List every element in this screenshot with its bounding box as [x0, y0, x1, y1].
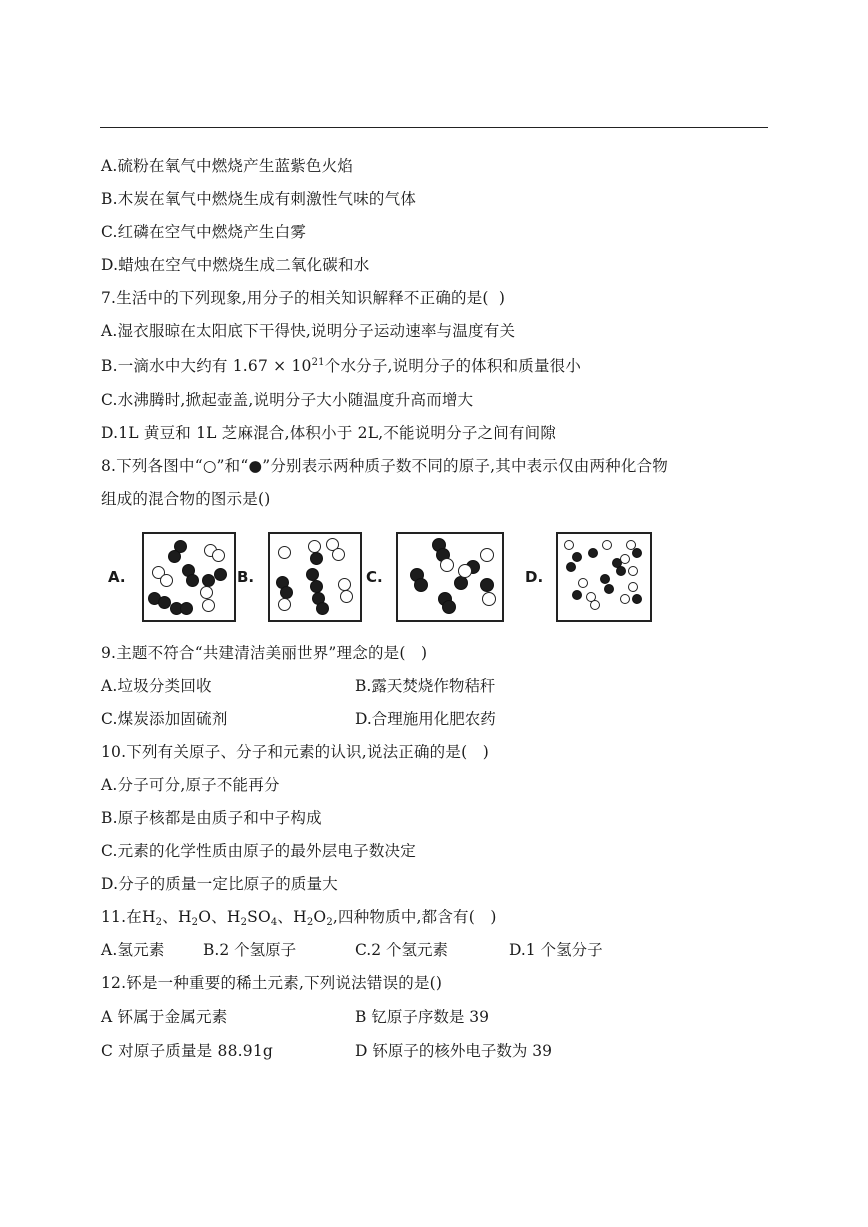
- black-atom: [616, 566, 626, 576]
- formula-h2o2: $H_2O_2$: [293, 908, 333, 928]
- fig-label-a: A.: [108, 568, 126, 586]
- white-atom: [628, 566, 638, 576]
- black-atom: [588, 548, 598, 558]
- black-atom: [202, 574, 215, 587]
- q12-stem: 12.钚是一种重要的稀土元素,下列说法错误的是(): [101, 974, 443, 992]
- q6-option-b: B.木炭在氧气中燃烧生成有刺激性气味的气体: [101, 190, 417, 208]
- white-atom: [620, 554, 630, 564]
- white-atom: [578, 578, 588, 588]
- white-atom: [602, 540, 612, 550]
- q12-option-a: A 钚属于金属元素: [101, 1008, 228, 1026]
- q12-option-c: C 对原子质量是 88.91g: [101, 1042, 274, 1060]
- black-atom: [442, 600, 456, 614]
- black-atom: [604, 584, 614, 594]
- black-atom: [316, 602, 329, 615]
- figure-b: [268, 532, 362, 622]
- formula-h2o: $H_2O$: [177, 908, 212, 928]
- white-atom: [200, 586, 213, 599]
- black-atom: [310, 552, 323, 565]
- white-atom: [628, 582, 638, 592]
- white-atom: [160, 574, 173, 587]
- q11-stem-prefix: 11.在: [101, 908, 142, 926]
- white-atom: [620, 594, 630, 604]
- q7-b-suffix: 个水分子,说明分子的体积和质量很小: [324, 357, 582, 375]
- black-atom: [572, 552, 582, 562]
- black-atom: [480, 578, 494, 592]
- q7-option-c: C.水沸腾时,掀起壶盖,说明分子大小随温度升高而增大: [101, 391, 474, 409]
- white-atom: [338, 578, 351, 591]
- white-atom: [480, 548, 494, 562]
- black-atom: [566, 562, 576, 572]
- black-atom: [632, 594, 642, 604]
- q10-option-b: B.原子核都是由质子和中子构成: [101, 809, 322, 827]
- q7-b-exponent: 21: [311, 357, 325, 368]
- q10-stem: 10.下列有关原子、分子和元素的认识,说法正确的是( ): [101, 743, 489, 761]
- black-atom: [168, 550, 181, 563]
- q8-stem-line2: 组成的混合物的图示是(): [101, 490, 271, 508]
- figure-a: [142, 532, 236, 622]
- q9-stem: 9.主题不符合“共建清洁美丽世界”理念的是( ): [101, 644, 428, 662]
- q10-option-d: D.分子的质量一定比原子的质量大: [101, 875, 339, 893]
- white-atom: [440, 558, 454, 572]
- q11-option-a: A.氢元素: [101, 941, 165, 959]
- q7-b-prefix: B.一滴水中大约有 1.67 × 10: [101, 357, 312, 375]
- q11-option-c: C.2 个氢元素: [355, 941, 449, 959]
- black-atom: [454, 576, 468, 590]
- figure-c: [396, 532, 504, 622]
- q9-option-d: D.合理施用化肥农药: [355, 710, 496, 728]
- q9-option-a: A.垃圾分类回收: [101, 677, 212, 695]
- white-atom: [564, 540, 574, 550]
- black-atom: [214, 568, 227, 581]
- q7-option-d: D.1L 黄豆和 1L 芝麻混合,体积小于 2L,不能说明分子之间有间隙: [101, 424, 557, 442]
- black-atom: [186, 574, 199, 587]
- q10-option-c: C.元素的化学性质由原子的最外层电子数决定: [101, 842, 416, 860]
- white-atom: [278, 598, 291, 611]
- q6-option-d: D.蜡烛在空气中燃烧生成二氧化碳和水: [101, 256, 370, 274]
- formula-h2: $H_2$: [141, 908, 163, 928]
- q12-option-d: D 钚原子的核外电子数为 39: [355, 1042, 553, 1060]
- q8-figures: [100, 528, 660, 626]
- q8-stem-line1: 8.下列各图中“○”和“●”分别表示两种质子数不同的原子,其中表示仅由两种化合物: [101, 457, 668, 475]
- black-atom: [310, 580, 323, 593]
- white-atom: [332, 548, 345, 561]
- black-atom: [572, 590, 582, 600]
- q7-option-a: A.湿衣服晾在太阳底下干得快,说明分子运动速率与温度有关: [101, 322, 516, 340]
- figure-d: [556, 532, 652, 622]
- white-atom: [278, 546, 291, 559]
- header-rule: [100, 127, 768, 128]
- black-atom: [632, 548, 642, 558]
- black-atom: [280, 586, 293, 599]
- q12-option-b: B 钇原子序数是 39: [355, 1008, 489, 1026]
- q11-stem-suffix: ,四种物质中,都含有( ): [332, 908, 497, 926]
- white-atom: [308, 540, 321, 553]
- q10-option-a: A.分子可分,原子不能再分: [101, 776, 280, 794]
- white-atom: [212, 549, 225, 562]
- q7-option-b: [101, 356, 581, 376]
- q6-option-c: C.红磷在空气中燃烧产生白雾: [101, 223, 307, 241]
- q9-option-c: C.煤炭添加固硫剂: [101, 710, 228, 728]
- fig-label-d: D.: [525, 568, 544, 586]
- white-atom: [458, 564, 472, 578]
- q9-option-b: B.露天焚烧作物秸秆: [355, 677, 496, 695]
- formula-h2so4: $H_2SO_4$: [226, 908, 278, 928]
- q7-stem: 7.生活中的下列现象,用分子的相关知识解释不正确的是( ): [101, 289, 506, 307]
- q6-option-a: A.硫粉在氧气中燃烧产生蓝紫色火焰: [101, 157, 354, 175]
- white-atom: [590, 600, 600, 610]
- q11-stem: 11.在$H_2$、$H_2O$、$H_2SO_4$、$H_2O_2$,四种物质中,都含有( ): [101, 908, 497, 928]
- q11-option-d: D.1 个氢分子: [509, 941, 603, 959]
- black-atom: [180, 602, 193, 615]
- q11-option-b: B.2 个氢原子: [203, 941, 297, 959]
- black-atom: [600, 574, 610, 584]
- black-atom: [414, 578, 428, 592]
- white-atom: [340, 590, 353, 603]
- fig-label-c: C.: [366, 568, 383, 586]
- fig-label-b: B.: [237, 568, 255, 586]
- white-atom: [482, 592, 496, 606]
- white-atom: [202, 599, 215, 612]
